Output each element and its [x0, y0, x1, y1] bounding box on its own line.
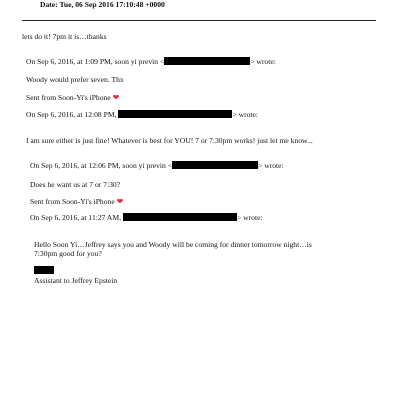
quote3-body: Does he want us at 7 or 7:30? — [30, 180, 121, 189]
redaction-block — [118, 110, 232, 118]
quote3-signature — [30, 197, 123, 207]
signature-title: Assistant to Jeffrey Epstein — [34, 276, 118, 285]
quote4-header-pre: On Sep 6, 2016, at 11:27 AM, — [30, 213, 122, 222]
quote2-header — [26, 110, 258, 119]
heart-icon: ❤ — [112, 93, 120, 102]
quote3-header-post: > wrote: — [258, 161, 284, 170]
heart-icon: ❤ — [116, 197, 124, 206]
quote4-header-post: > wrote: — [236, 213, 263, 222]
quote3-sig-text: Sent from Soon-Yi's iPhone — [30, 197, 115, 206]
top-reply-text: lets do it! 7pm it is…thanks — [22, 32, 107, 41]
quote4-body: Hello Soon Yi…Jeffrey says you and Woody will be coming for dinner tomorrow night…is 7:30pm good for you? — [34, 240, 312, 259]
signature-block — [34, 266, 54, 275]
quote1-header — [26, 57, 276, 66]
header-divider — [22, 20, 376, 21]
quote1-signature — [26, 93, 119, 103]
quote2-header-pre: On Sep 6, 2016, at 12:08 PM, — [26, 110, 117, 119]
quote2-header-post: > wrote: — [232, 110, 258, 119]
redaction-block — [164, 57, 250, 65]
quote3-header — [30, 161, 284, 170]
date-value: Tue, 06 Sep 2016 17:10:48 +0000 — [59, 0, 165, 9]
quote1-header-post: > wrote: — [250, 57, 276, 66]
redaction-block — [172, 161, 258, 169]
quote1-sig-text: Sent from Soon-Yi's iPhone — [26, 93, 111, 102]
quote3-header-pre: On Sep 6, 2016, at 12:06 PM, soon yi previn < — [30, 161, 173, 170]
email-date-header — [40, 0, 165, 9]
quote2-body: I am sure either is just fine! Whatever is best for YOU! 7 or 7:30pm works! just let me know... — [26, 136, 313, 145]
redaction-block — [34, 266, 54, 274]
date-label: Date: — [40, 0, 58, 9]
quote4-header — [30, 213, 263, 222]
quote1-body: Woody would prefer seven. Thx — [26, 75, 124, 84]
redaction-block — [123, 213, 237, 221]
quote1-header-pre: On Sep 6, 2016, at 1:09 PM, soon yi previn < — [26, 57, 165, 66]
